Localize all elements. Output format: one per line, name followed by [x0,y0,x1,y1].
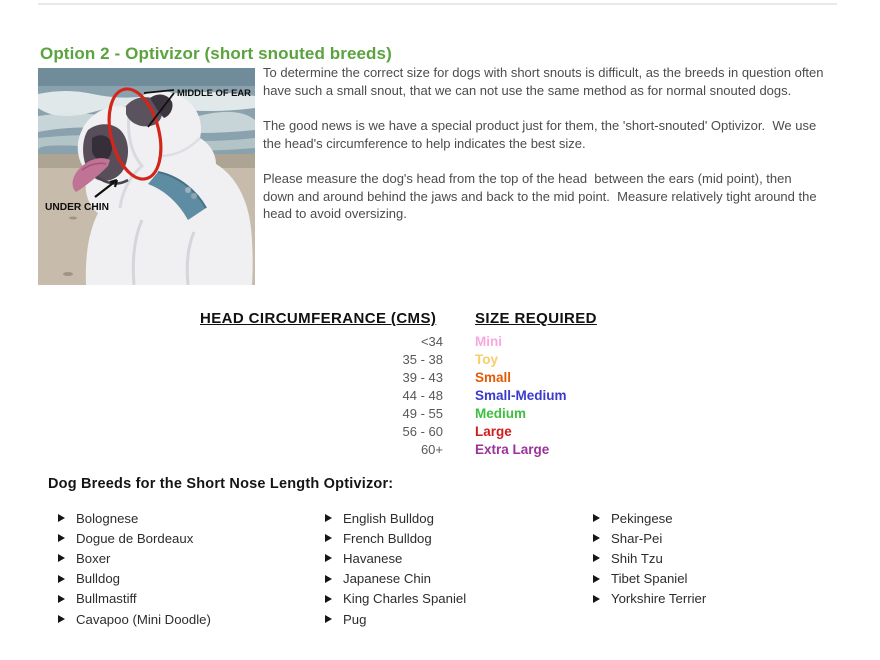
circumference-range: 60+ [420,442,443,457]
bullet-triangle-icon [325,595,332,603]
breed-name: Shar-Pei [611,530,663,546]
breed-name: Japanese Chin [343,571,431,587]
photo-label-middle-of-ear: MIDDLE OF EAR [177,87,251,98]
breed-list-item [58,589,211,609]
breed-list-item [325,569,466,589]
breed-name: Yorkshire Terrier [611,591,707,607]
page-title: Option 2 - Optivizor (short snouted breeds) [40,44,392,64]
bullet-triangle-icon [593,514,600,522]
size-label: Medium [475,406,527,421]
breed-list-item [58,508,211,528]
bulldog-measurement-photo [38,68,255,285]
breed-name: Dogue de Bordeaux [76,530,194,546]
breed-name: Bulldog [76,571,120,587]
breed-list-item [593,528,706,548]
column-header-head-circumference: HEAD CIRCUMFERANCE (CMS) [200,310,437,327]
size-label: Large [475,424,512,439]
bullet-triangle-icon [325,534,332,542]
bullet-triangle-icon [593,595,600,603]
circumference-range: 35 - 38 [402,352,443,367]
bullet-triangle-icon [58,575,65,583]
breed-list-item [593,548,706,568]
breed-list-item [593,589,706,609]
top-divider [38,3,837,5]
breed-name: Bullmastiff [76,591,137,607]
breed-name: Bolognese [76,510,139,526]
bullet-triangle-icon [58,534,65,542]
breed-name: Pekingese [611,510,673,526]
breed-name: Havanese [343,550,403,566]
breed-name: Tibet Spaniel [611,571,688,587]
intro-paragraph-3: Please measure the dog's head from the top of the head between the ears (mid point), then down and around behind the jaws and back to the mid point. Measure relatively tight around the head to avoid oversizing. [263,171,821,221]
breed-list-column-2 [325,508,466,629]
intro-text [263,64,826,241]
breed-name: Boxer [76,550,111,566]
breed-name: English Bulldog [343,510,434,526]
bullet-triangle-icon [58,514,65,522]
size-label: Mini [475,334,502,349]
intro-paragraph-2: The good news is we have a special product just for them, the 'short-snouted' Optivizor. We use the head's circumference to help indicates the best size. [263,118,820,151]
breed-name: Shih Tzu [611,550,663,566]
breed-list-item [325,508,466,528]
circumference-range: 56 - 60 [402,424,443,439]
breed-list-item [593,569,706,589]
circumference-range: 49 - 55 [402,406,443,421]
intro-paragraph-1: To determine the correct size for dogs with short snouts is difficult, as the breeds in question often have such a small snout, that we can not use the same method as for normal snouted dogs. [263,65,828,98]
circumference-range: 44 - 48 [402,388,443,403]
breed-list-item [593,508,706,528]
bullet-triangle-icon [58,595,65,603]
bullet-triangle-icon [325,575,332,583]
bullet-triangle-icon [58,554,65,562]
breed-list-column-3 [593,508,706,609]
bullet-triangle-icon [325,514,332,522]
bullet-triangle-icon [325,615,332,623]
size-label: Small [475,370,512,385]
breed-list-column-1 [58,508,211,629]
bullet-triangle-icon [593,554,600,562]
breed-list-item [325,528,466,548]
size-label: Small-Medium [475,388,567,403]
circumference-range: 39 - 43 [402,370,443,385]
breed-list-item [325,609,466,629]
column-header-size-required: SIZE REQUIRED [475,310,597,327]
nose [92,135,112,160]
bullet-triangle-icon [593,534,600,542]
size-label: Extra Large [475,442,550,457]
photo-label-under-chin: UNDER CHIN [45,202,109,213]
breed-list-item [325,589,466,609]
size-label: Toy [475,352,498,367]
breed-name: King Charles Spaniel [343,591,467,607]
breed-name: Cavapoo (Mini Doodle) [76,611,211,627]
size-chart [200,310,640,459]
breed-list-item [58,609,211,629]
breed-list-item [58,548,211,568]
breed-name: French Bulldog [343,530,432,546]
bullet-triangle-icon [593,575,600,583]
breed-list-item [58,569,211,589]
breed-name: Pug [343,611,367,627]
breed-list-item [325,548,466,568]
breed-list-item [58,528,211,548]
bullet-triangle-icon [325,554,332,562]
breeds-section-heading: Dog Breeds for the Short Nose Length Optivizor: [48,476,394,492]
bullet-triangle-icon [58,615,65,623]
circumference-range: <34 [420,334,443,349]
